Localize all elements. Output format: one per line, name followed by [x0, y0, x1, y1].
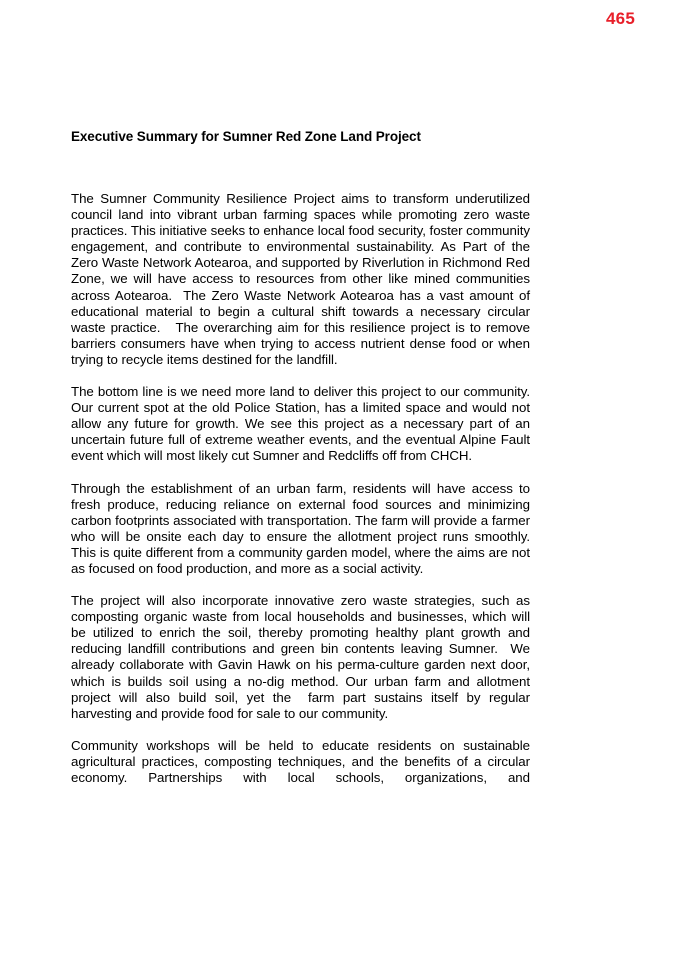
paragraph: The project will also incorporate innovative zero waste strategies, such as composting organic waste from local households and businesses, which will be utilized to enrich the soil, thereby promoting healthy plant growth and reducing landfill contributions and green bin contents leaving Sumner. We already collaborate with Gavin Hawk on his perma-culture garden next door, which is builds soil using a no-dig method. Our urban farm and allotment project will also build soil, yet the farm part sustains itself by regular harvesting and provide food for sale to our community.	[71, 593, 534, 721]
page-number: 465	[606, 9, 635, 28]
page-title: Executive Summary for Sumner Red Zone Land Project	[71, 129, 421, 144]
document-content	[71, 128, 538, 786]
paragraph: The Sumner Community Resilience Project aims to transform underutilized council land into vibrant urban farming spaces while promoting zero waste practices. This initiative seeks to enhance local food security, foster community engagement, and contribute to environmental sustainability. As Part of the Zero Waste Network Aotearoa, and supported by Riverlution in Richmond Red Zone, we will have access to resources from other like mined communities across Aotearoa. The Zero Waste Network Aotearoa has a vast amount of educational material to begin a cultural shift towards a necessary circular waste practice. The overarching aim for this resilience project is to remove barriers consumers have when trying to access nutrient dense food or when trying to recycle items destined for the landfill.	[71, 191, 534, 367]
paragraph: Community workshops will be held to educate residents on sustainable agricultural practices, composting techniques, and the benefits of a circular economy. Partnerships with local schools, organizations, and	[71, 737, 534, 785]
document-body	[71, 191, 538, 786]
paragraph: Through the establishment of an urban farm, residents will have access to fresh produce, reducing reliance on external food sources and minimizing carbon footprints associated with transportation. The farm will provide a farmer who will be onsite each day to ensure the allotment project runs smoothly. This is quite different from a community garden model, where the aims are not as focused on food production, and more as a social activity.	[71, 480, 538, 576]
paragraph: The bottom line is we need more land to deliver this project to our community. Our current spot at the old Police Station, has a limited space and would not allow any future for growth. We see this project as a necessary part of an uncertain future full of extreme weather events, and the eventual Alpine Fault event which will most likely cut Sumner and Redcliffs off from CHCH.	[71, 384, 534, 464]
